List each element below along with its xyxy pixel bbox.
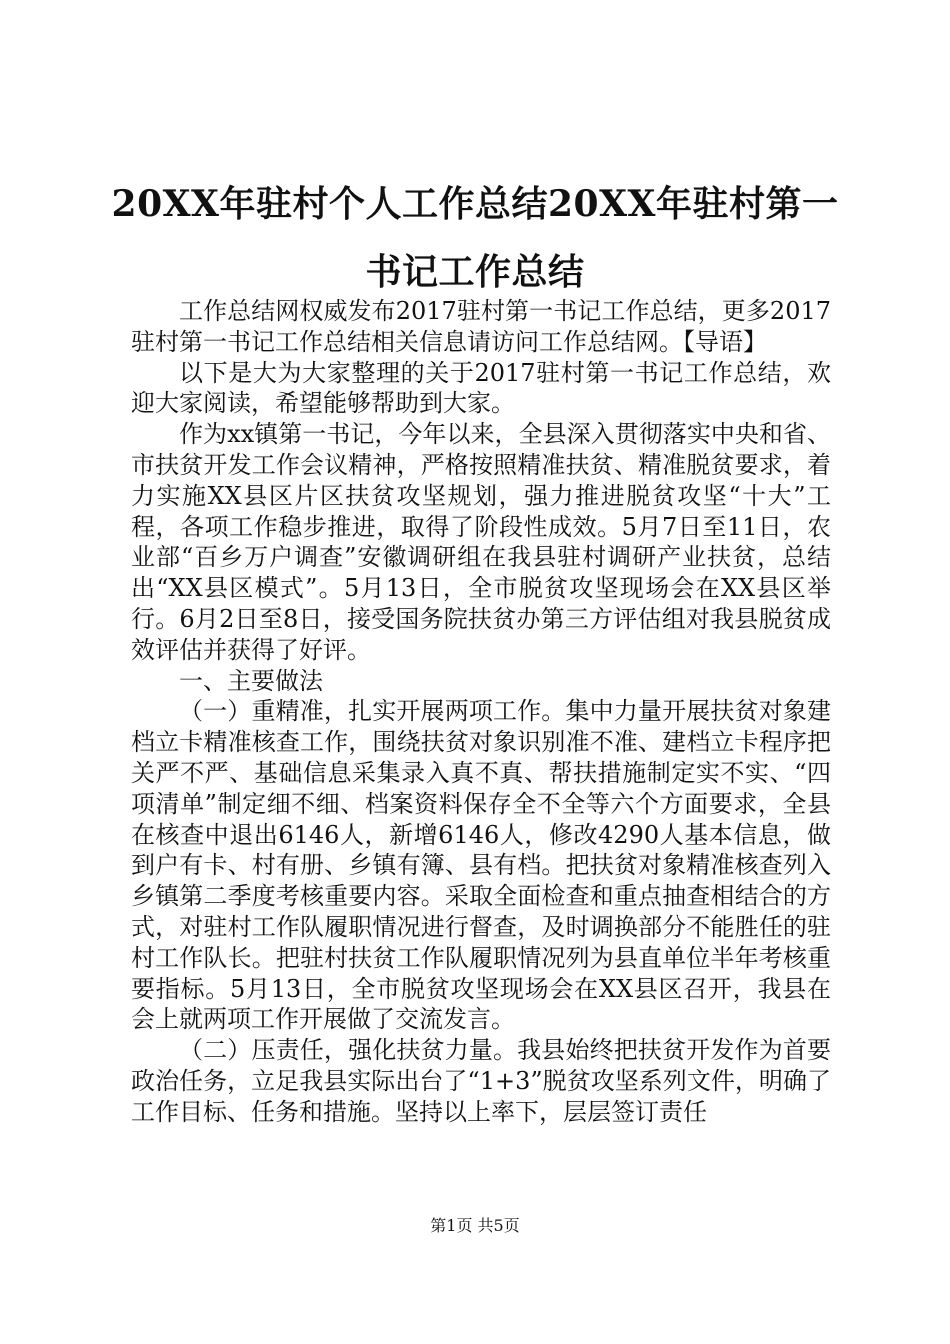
paragraph-preface: 以下是大为大家整理的关于2017驻村第一书记工作总结，欢迎大家阅读，希望能够帮助到大家。 — [131, 358, 831, 418]
paragraph-intro: 工作总结网权威发布2017驻村第一书记工作总结，更多2017驻村第一书记工作总结相关信息请访问工作总结网。【导语】 — [131, 297, 831, 356]
document-body — [131, 296, 831, 1128]
paragraph-section-1: （一）重精准，扎实开展两项工作。集中力量开展扶贫对象建档立卡精准核查工作，围绕扶贫对象识别准不准、建档立卡程序把关严不严、基础信息采集录入真不真、帮扶措施制定实不实、“四项清单”制定细不细、档案资料保存全不全等六个方面要求，全县在核查中退出6146人，新增6146人，修改4290人基本信息，做到户有卡、村有册、乡镇有簿、县有档。把扶贫对象精准核查列入乡镇第二季度考核重要内容。采取全面检查和重点抽查相结合的方式，对驻村工作队履职情况进行督查，及时调换部分不能胜任的驻村工作队长。把驻村扶贫工作队履职情况列为县直单位半年考核重要指标。5月13日，全市脱贫攻坚现场会在XX县区召开，我县在会上就两项工作开展做了交流发言。 — [131, 697, 831, 1034]
document-title: 20XX年驻村个人工作总结20XX年驻村第一书记工作总结 — [111, 183, 839, 293]
paragraph-overview: 作为xx镇第一书记，今年以来，全县深入贯彻落实中央和省、市扶贫开发工作会议精神，严格按照精准扶贫、精准脱贫要求，着力实施XX县区片区扶贫攻坚规划，强力推进脱贫攻坚“十大”工程，各项工作稳步推进，取得了阶段性成效。5月7日至11日，农业部“百乡万户调查”安徽调研组在我县驻村调研产业扶贫，总结出“XX县区模式”。5月13日，全市脱贫攻坚现场会在XX县区举行。6月2日至8日，接受国务院扶贫办第三方评估组对我县脱贫成效评估并获得了好评。 — [131, 420, 831, 664]
paragraph-section-2: （二）压责任，强化扶贫力量。我县始终把扶贫开发作为首要政治任务，立足我县实际出台了“1+3”脱贫攻坚系列文件，明确了工作目标、任务和措施。坚持以上率下，层层签订责任 — [131, 1036, 831, 1126]
section-heading: 一、主要做法 — [179, 666, 323, 695]
page-number-footer: 第1页 共5页 — [430, 1216, 520, 1235]
